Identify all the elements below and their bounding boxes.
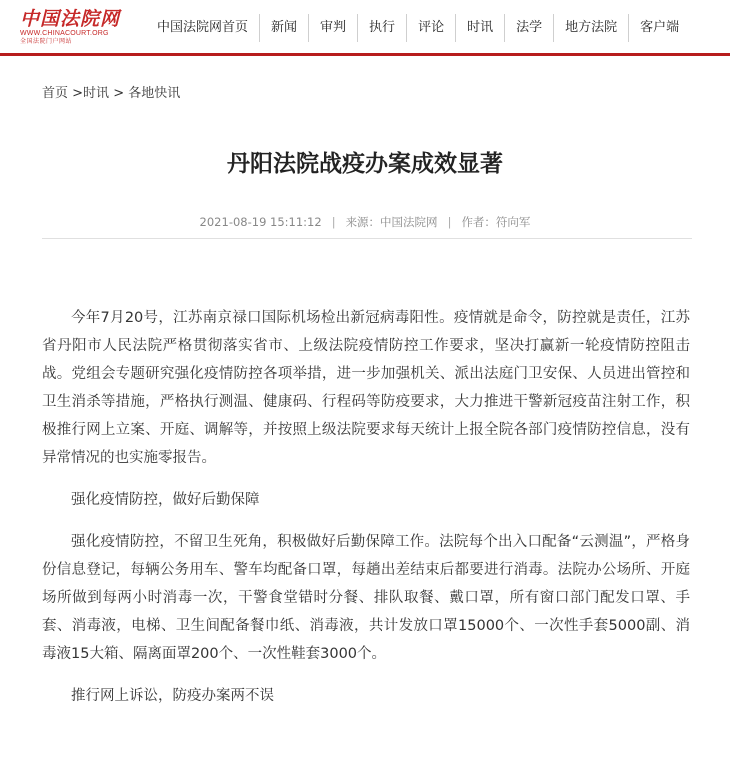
nav-item-home[interactable]: 中国法院网首页 (157, 20, 249, 35)
logo-url: WWW.CHINACOURT.ORG (20, 30, 109, 37)
nav-item-commentary[interactable]: 评论 (406, 14, 455, 42)
article-body (42, 304, 690, 710)
nav-item-current-news[interactable]: 时讯 (455, 14, 504, 42)
meta-separator: | (331, 215, 336, 229)
article-meta (0, 212, 730, 232)
article-paragraph: 强化疫情防控，不留卫生死角，积极做好后勤保障工作。法院每个出入口配备“云测温”，严格身份信息登记，每辆公务用车、警车均配备口罩，每趟出差结束后都要进行消毒。法院办公场所、开庭场所做到每两小时消毒一次，干警食堂错时分餐、排队取餐、戴口罩，所有窗口部门配发口罩、手套、消毒液，电梯、卫生间配备餐巾纸、消毒液，共计发放口罩15000个、一次性手套5000副、消毒液15大箱、隔离面罩200个、一次性鞋套3000个。 (42, 534, 690, 662)
article-source: 来源：中国法院网 (345, 215, 438, 229)
article-subheading: 强化疫情防控，做好后勤保障 (71, 492, 260, 508)
nav-item-client-app[interactable]: 客户端 (628, 14, 690, 42)
main-nav (145, 14, 690, 42)
nav-item-execution[interactable]: 执行 (357, 14, 406, 42)
nav-item-law-studies[interactable]: 法学 (504, 14, 553, 42)
logo-tagline: 全国法院门户网站 (20, 38, 73, 45)
title-divider (42, 238, 692, 239)
article-author: 作者：符向军 (461, 215, 531, 229)
article-subheading: 推行网上诉讼，防疫办案两不误 (71, 688, 274, 704)
site-logo[interactable] (20, 8, 120, 48)
breadcrumb-current-news[interactable]: >时讯 (72, 86, 110, 101)
nav-item-trial[interactable]: 审判 (308, 14, 357, 42)
breadcrumb (42, 84, 180, 104)
article-paragraph: 今年7月20号，江苏南京禄口国际机场检出新冠病毒阳性。疫情就是命令，防控就是责任，江苏省丹阳市人民法院严格贯彻落实省市、上级法院疫情防控工作要求，坚决打赢新一轮疫情防控阻击战。党组会专题研究强化疫情防控各项举措，进一步加强机关、派出法庭门卫安保、人员进出管控和卫生消杀等措施，严格执行测温、健康码、行程码等防疫要求，大力推进干警新冠疫苗注射工作，积极推行网上立案、开庭、调解等，并按照上级法院要求每天统计上报全院各部门疫情防控信息，没有异常情况的也实施零报告。 (42, 310, 690, 466)
nav-item-local-courts[interactable]: 地方法院 (553, 14, 628, 42)
article-title: 丹阳法院战疫办案成效显著 (227, 151, 503, 177)
breadcrumb-home[interactable]: 首页 (42, 86, 69, 101)
meta-separator: | (447, 215, 452, 229)
nav-item-news[interactable]: 新闻 (259, 14, 308, 42)
top-bar (0, 0, 730, 56)
article-datetime: 2021-08-19 15:11:12 (199, 215, 322, 229)
logo-text: 中国法院网 (20, 8, 121, 30)
breadcrumb-local-news[interactable]: > 各地快讯 (113, 86, 181, 101)
